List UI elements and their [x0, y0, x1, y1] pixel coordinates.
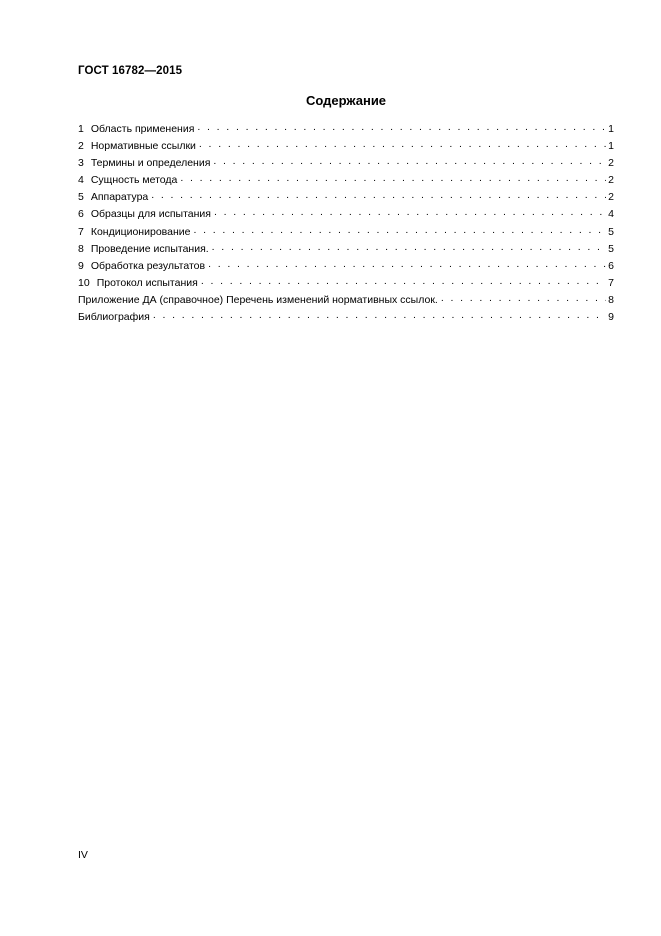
toc-entry-text	[78, 224, 192, 241]
toc-entry-number: 8	[78, 242, 84, 255]
toc-entry[interactable]	[78, 224, 614, 241]
toc-dot-leader	[213, 156, 606, 166]
toc-entry-title: Приложение ДА (справочное) Перечень изменений нормативных ссылок.	[78, 293, 438, 306]
toc-entry-page: 7	[608, 276, 614, 289]
toc-entry[interactable]	[78, 275, 614, 292]
toc-entry-text	[78, 206, 213, 223]
toc-entry-text	[78, 309, 152, 326]
toc-entry[interactable]	[78, 121, 614, 138]
document-header-standard: ГОСТ 16782—2015	[78, 65, 183, 77]
toc-dot-leader	[201, 276, 606, 286]
toc-entry-page: 8	[608, 293, 614, 306]
toc-entry-title: Область применения	[90, 123, 195, 135]
toc-entry-title: Обработка результатов	[90, 259, 206, 272]
toc-entry-text	[78, 258, 207, 275]
toc-entry-text	[78, 189, 150, 206]
toc-entry-title: Нормативные ссылки	[90, 140, 196, 153]
toc-dot-leader	[153, 310, 606, 320]
toc-dot-leader	[197, 122, 606, 132]
toc-entry-page: 2	[608, 157, 614, 170]
toc-entry-number: 3	[78, 157, 84, 170]
toc-entry[interactable]	[78, 292, 614, 309]
toc-dot-leader	[180, 173, 606, 183]
toc-entry-title: Аппаратура	[90, 191, 149, 204]
toc-entry-title: Термины и определения	[90, 157, 211, 170]
toc-dot-leader	[151, 190, 606, 200]
toc-entry-page: 5	[608, 242, 614, 255]
toc-entry-page: 1	[608, 123, 614, 135]
toc-entry-number: 2	[78, 140, 84, 153]
toc-entry-number: 10	[78, 276, 90, 289]
toc-entry-text	[78, 138, 198, 155]
toc-entry-text	[78, 121, 196, 138]
toc-entry-title: Библиография	[78, 311, 150, 324]
table-of-contents	[78, 121, 614, 326]
toc-entry[interactable]	[78, 258, 614, 275]
toc-entry-number: 4	[78, 174, 84, 187]
toc-dot-leader	[212, 242, 606, 252]
toc-entry-page: 2	[608, 191, 614, 204]
toc-entry-page: 5	[608, 225, 614, 238]
toc-dot-leader	[193, 225, 606, 235]
toc-dot-leader	[441, 293, 606, 303]
toc-entry-number: 9	[78, 259, 84, 272]
toc-title: Содержание	[305, 93, 387, 108]
toc-entry-title: Кондиционирование	[90, 225, 191, 238]
toc-entry[interactable]	[78, 172, 614, 189]
toc-entry-text	[78, 292, 440, 309]
toc-entry-number: 7	[78, 225, 84, 238]
toc-entry-text	[78, 241, 211, 258]
toc-entry-page: 4	[608, 208, 614, 221]
toc-dot-leader	[214, 207, 606, 217]
toc-dot-leader	[199, 139, 606, 149]
toc-entry[interactable]	[78, 241, 614, 258]
page-number: IV	[78, 849, 88, 861]
toc-entry-text	[78, 172, 179, 189]
toc-entry-title: Проведение испытания.	[90, 242, 209, 255]
toc-entry[interactable]	[78, 138, 614, 155]
toc-entry[interactable]	[78, 206, 614, 223]
toc-entry-text	[78, 275, 200, 292]
toc-entry-number: 5	[78, 191, 84, 204]
toc-entry-page: 9	[608, 311, 614, 324]
toc-entry-text	[78, 155, 212, 172]
toc-entry[interactable]	[78, 155, 614, 172]
toc-entry-title: Протокол испытания	[96, 276, 198, 289]
toc-entry[interactable]	[78, 189, 614, 206]
toc-dot-leader	[208, 259, 606, 269]
toc-entry-page: 6	[608, 259, 614, 272]
toc-entry-page: 1	[608, 140, 614, 153]
toc-entry-number: 6	[78, 208, 84, 221]
toc-entry-number: 1	[78, 123, 84, 135]
toc-entry-page: 2	[608, 174, 614, 187]
toc-entry-title: Образцы для испытания	[90, 208, 211, 221]
toc-entry-title: Сущность метода	[90, 174, 178, 187]
toc-entry[interactable]	[78, 309, 614, 326]
